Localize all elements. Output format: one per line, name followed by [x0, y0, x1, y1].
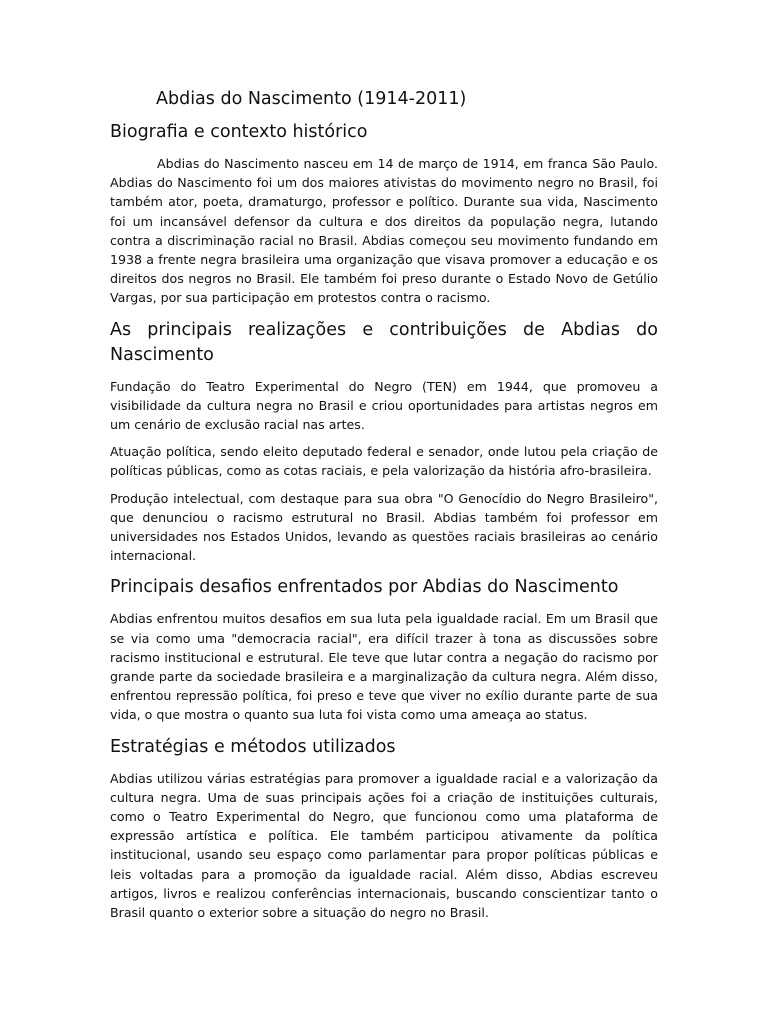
section-heading-biografia: Biografia e contexto histórico	[110, 122, 368, 142]
paragraph-realizacoes-producao: Produção intelectual, com destaque para sua obra "O Genocídio do Negro Brasileiro", que denunciou o racismo estrutural no Brasil. Abdias também foi professor em universidades nos Estados Unidos, levando as questões raciais brasileiras ao cenário internacional.	[110, 490, 658, 564]
document-title: Abdias do Nascimento (1914-2011)	[156, 89, 467, 109]
section-heading-desafios: Principais desafios enfrentados por Abdias do Nascimento	[110, 577, 619, 598]
section-heading-realizacoes: As principais realizações e contribuições de Abdias do Nascimento	[110, 319, 658, 365]
paragraph-realizacoes-ten: Fundação do Teatro Experimental do Negro (TEN) em 1944, que promoveu a visibilidade da cultura negra no Brasil e criou oportunidades para artistas negros em um cenário de exclusão racial nas artes.	[110, 378, 658, 433]
paragraph-biografia: Abdias do Nascimento nasceu em 14 de março de 1914, em franca São Paulo. Abdias do Nascimento foi um dos maiores ativistas do movimento negro no Brasil, foi também ator, poeta, dramaturgo, professor e político. Durante sua vida, Nascimento foi um incansável defensor da cultura e dos direitos da população negra, lutando contra a discriminação racial no Brasil. Abdias começou seu movimento fundando em 1938 a frente negra brasileira uma organização que visava promover a educação e os direitos dos negros no Brasil. Ele também foi preso durante o Estado Novo de Getúlio Vargas, por sua participação em protestos contra o racismo.	[110, 156, 658, 306]
paragraph-realizacoes-politica: Atuação política, sendo eleito deputado federal e senador, onde lutou pela criação de políticas públicas, como as cotas raciais, e pela valorização da história afro-brasileira.	[110, 444, 658, 479]
section-heading-estrategias: Estratégias e métodos utilizados	[110, 736, 396, 757]
paragraph-desafios: Abdias enfrentou muitos desafios em sua luta pela igualdade racial. Em um Brasil que se via como uma "democracia racial", era difícil trazer à tona as discussões sobre racismo institucional e estrutural. Ele teve que lutar contra a negação do racismo por grande parte da sociedade brasileira e a marginalização da cultura negra. Além disso, enfrentou repressão política, foi preso e teve que viver no exílio durante parte de sua vida, o que mostra o quanto sua luta foi vista como uma ameaça ao status.	[110, 611, 658, 723]
paragraph-estrategias: Abdias utilizou várias estratégias para promover a igualdade racial e a valorização da cultura negra. Uma de suas principais ações foi a criação de instituições culturais, como o Teatro Experimental do Negro, que funcionou como uma plataforma de expressão artística e política. Ele também participou ativamente da política institucional, usando seu espaço como parlamentar para propor políticas públicas e leis voltadas para a promoção da igualdade racial. Além disso, Abdias escreveu artigos, livros e realizou conferências internacionais, buscando conscientizar tanto o Brasil quanto o exterior sobre a situação do negro no Brasil.	[110, 770, 658, 921]
